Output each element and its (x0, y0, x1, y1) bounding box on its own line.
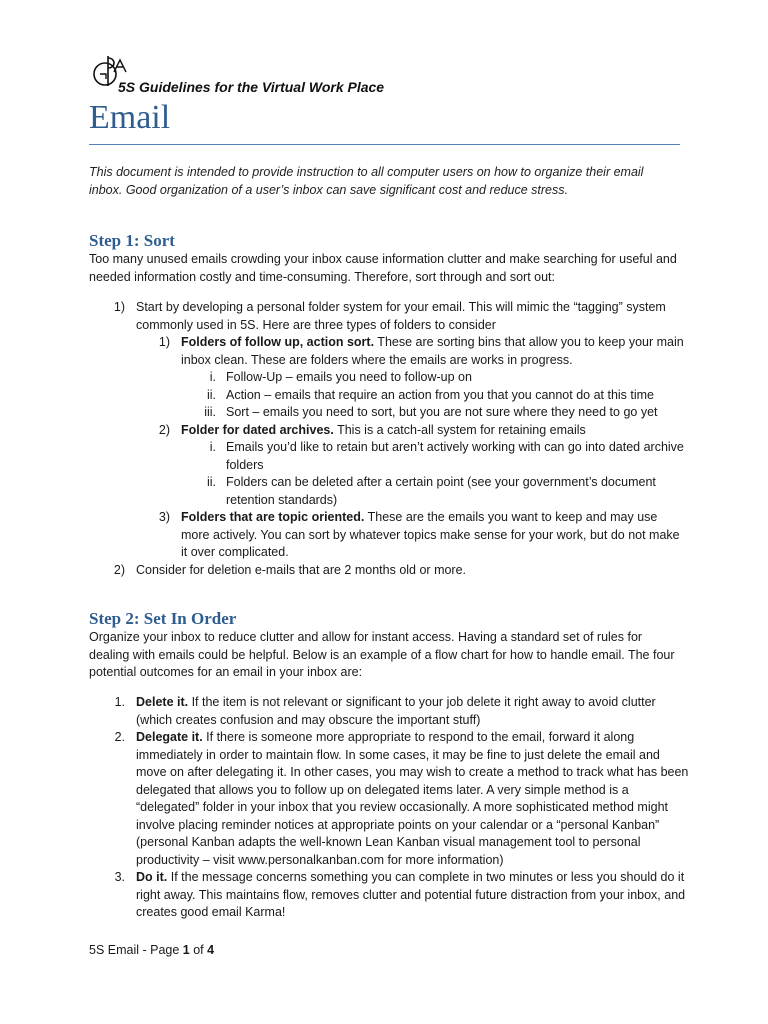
list-item-bold-label: Folder for dated archives. (181, 422, 334, 437)
list-marker: 2. (114, 730, 125, 744)
document-subtitle: 5S Guidelines for the Virtual Work Place (118, 79, 385, 95)
list-item (89, 422, 689, 440)
list-item (89, 334, 689, 369)
list-item (89, 439, 689, 474)
list-item (89, 562, 689, 580)
step2-paragraph: Organize your inbox to reduce clutter and allow for instant access. Having a standard set of rules for dealing with emails could be helpful. Below is an example of a flow chart for how to handle email. The four potential outcomes for an email in your inbox are: (89, 630, 675, 679)
list-item-text: Sort – emails you need to sort, but you are not sure where they need to go yet (226, 405, 658, 419)
list-item-text: Folders can be deleted after a certain point (see your government’s document retention standards) (226, 475, 656, 507)
list-marker: ii. (206, 475, 216, 489)
step1-list (89, 299, 689, 579)
list-marker: 1) (158, 335, 170, 349)
footer-of: of (189, 943, 208, 957)
step1-paragraph: Too many unused emails crowding your inbox cause information clutter and make searching for useful and needed information costly and time-consuming. Therefore, sort through and sort out: (89, 252, 677, 284)
list-item-text: Follow-Up – emails you need to follow-up on (226, 370, 472, 384)
list-item (89, 299, 689, 334)
list-item (89, 404, 689, 422)
footer-page-number: 1 (182, 943, 190, 957)
list-marker: 1. (114, 695, 125, 709)
list-item-bold-label: Folders that are topic oriented. (181, 510, 365, 524)
list-marker: 3. (114, 870, 125, 884)
page-footer (89, 943, 214, 957)
intro-paragraph: This document is intended to provide instruction to all computer users on how to organize their email inbox. Good organization of a user’s inbox can save significant cost and reduce stress. (89, 165, 644, 197)
list-item-text: These are the emails you want to keep and may use more actively. You can sort by whatever topics make sense for your work, but do not make it over complicated. (181, 510, 680, 559)
list-item-bold-label: Delegate it. (136, 730, 203, 744)
list-item-bold-label: Do it. (136, 870, 168, 884)
step2-heading: Step 2: Set In Order (89, 609, 237, 628)
list-marker: iii. (204, 405, 216, 419)
list-item (89, 369, 689, 387)
footer-page-total: 4 (207, 943, 215, 957)
list-item-text: Consider for deletion e-mails that are 2 months old or more. (136, 562, 467, 577)
list-marker: ii. (206, 387, 216, 402)
list-item-bold-label: Delete it. (136, 695, 189, 709)
list-item-bold-label: Folders of follow up, action sort. (181, 335, 375, 349)
list-item (89, 729, 689, 869)
list-marker: i. (209, 370, 216, 384)
list-item-text: Emails you’d like to retain but aren’t actively working with can go into dated archive folders (226, 440, 684, 472)
title-divider (89, 144, 680, 145)
list-item-text: If the message concerns something you can complete in two minutes or less you should do it right away. This maintains flow, removes clutter and potential future distraction from your inbox, and creates good email Karma! (136, 870, 686, 919)
list-marker: 1) (113, 300, 125, 314)
list-item (89, 694, 689, 729)
list-item-text: Start by developing a personal folder system for your email. This will mimic the “tagging” system commonly used in 5S. Here are three types of folders to consider (136, 300, 666, 332)
list-marker: 2) (158, 422, 170, 437)
list-item-text: These are sorting bins that allow you to keep your main inbox clean. These are folders where the emails are works in progress. (181, 335, 684, 367)
list-marker: 2) (113, 562, 125, 577)
step1-heading: Step 1: Sort (89, 231, 175, 250)
list-item-text: This is a catch-all system for retaining emails (333, 422, 586, 437)
list-item (89, 474, 689, 509)
list-item-text: Action – emails that require an action from you that you cannot do at this time (226, 387, 655, 402)
list-item (89, 387, 689, 405)
list-item-text: If the item is not relevant or significant to your job delete it right away to avoid clutter (which creates confusion and may obscure the important stuff) (136, 695, 656, 727)
document-title: Email (89, 99, 171, 136)
list-marker: 3) (158, 510, 170, 524)
list-item-text: If there is someone more appropriate to respond to the email, forward it along immediately in order to maintain flow. In some cases, it may be fine to just delete the email and move on after delegating it. In other cases, you may wish to create a method to track what has been delegated that allows you to follow up on delegated items later. A very simple method is a “delegated” folder in your inbox that you review occasionally. A more sophisticated method might involve placing reminder notices at appropriate points on your calendar or a “personal Kanban” (personal Kanban adapts the well-known Lean Kanban visual management tool to personal productivity – visit www.personalkanban.com for more information) (136, 730, 689, 867)
list-item (89, 869, 689, 922)
step2-list (89, 694, 689, 922)
footer-prefix: 5S Email - Page (89, 943, 183, 957)
list-marker: i. (209, 440, 216, 454)
list-item (89, 509, 689, 562)
